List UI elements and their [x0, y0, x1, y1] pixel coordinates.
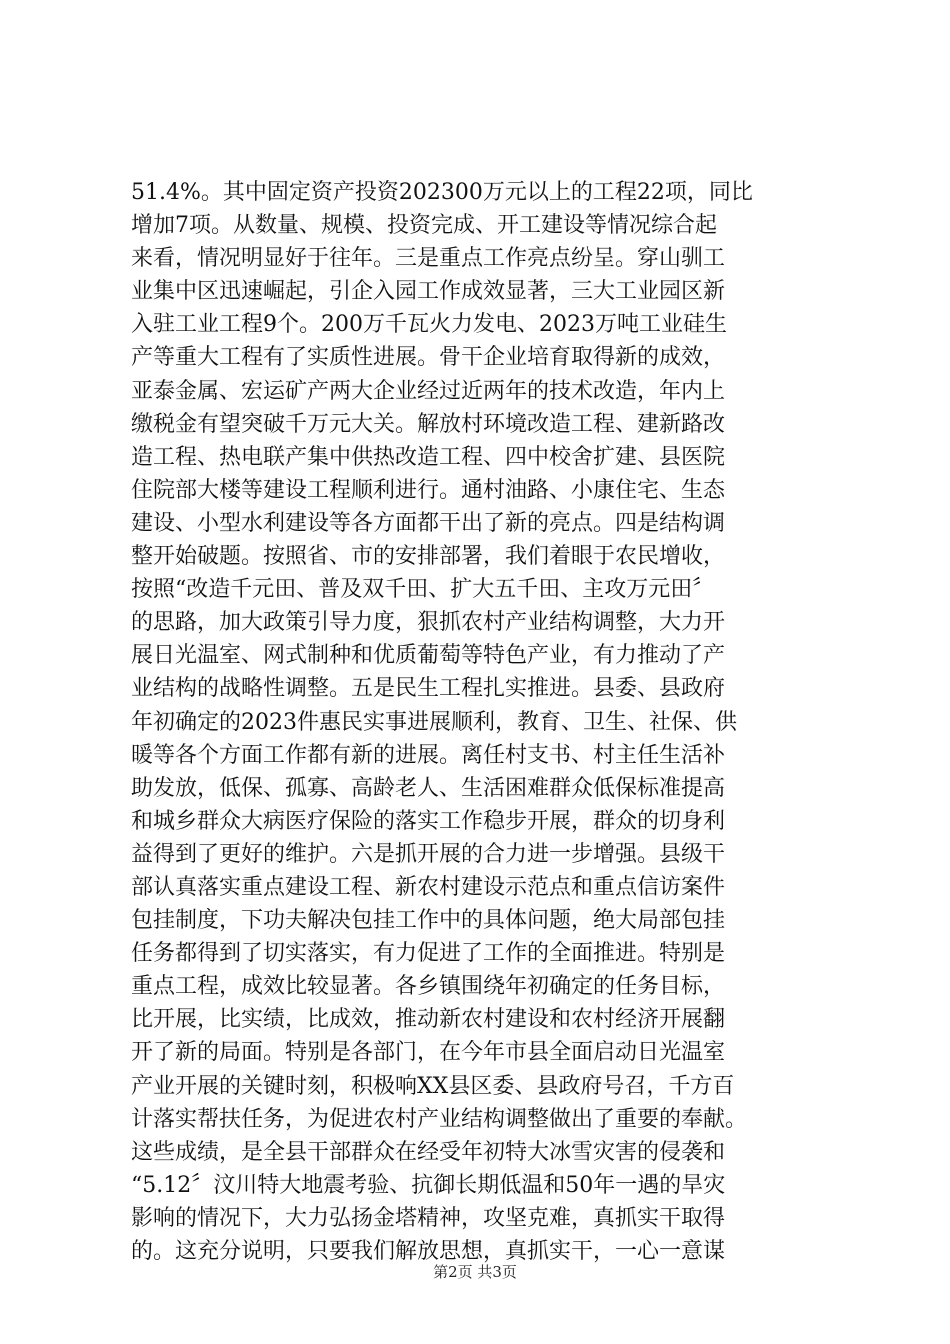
text-line: 入驻工业工程9个。200万千瓦火力发电、2023万吨工业硅生 [131, 312, 727, 338]
text-line: 产等重大工程有了实质性进展。骨干企业培育取得新的成效， [131, 345, 726, 371]
text-line: 整开始破题。按照省、市的安排部署，我们着眼于农民增收， [131, 544, 726, 570]
text-line: 增加7项。从数量、规模、投资完成、开工建设等情况综合起 [131, 213, 717, 239]
page-footer: 第2页 共3页 [433, 1263, 517, 1281]
text-line: 产业开展的关键时刻，积极响XX县区委、县政府号召，千方百 [131, 1073, 735, 1099]
text-line: 来看，情况明显好于往年。三是重点工作亮点纷呈。穿山驯工 [131, 246, 726, 272]
text-line: 年初确定的2023件惠民实事进展顺利，教育、卫生、社保、供 [131, 709, 737, 735]
text-line: 重点工程，成效比较显著。各乡镇围绕年初确定的任务目标， [131, 974, 726, 1000]
text-line: 益得到了更好的维护。六是抓开展的合力进一步增强。县级干 [131, 841, 726, 867]
text-line: 业结构的战略性调整。五是民生工程扎实推进。县委、县政府 [131, 676, 726, 702]
text-line: 助发放，低保、孤寡、高龄老人、生活困难群众低保标准提高 [131, 775, 726, 801]
text-line: 51.4%。其中固定资产投资202300万元以上的工程22项，同比 [131, 180, 753, 205]
text-line: 展日光温室、网式制种和优质葡萄等特色产业，有力推动了产 [131, 643, 726, 669]
text-line: 建设、小型水利建设等各方面都干出了新的亮点。四是结构调 [131, 510, 726, 536]
text-line: 任务都得到了切实落实，有力促进了工作的全面推进。特别是 [131, 941, 726, 967]
text-line: 影响的情况下，大力弘扬金塔精神，攻坚克难，真抓实干取得 [131, 1205, 726, 1231]
text-line: “5.12〞汶川特大地震考验、抗御长期低温和50年一遇的旱灾 [131, 1172, 726, 1198]
text-line: 这些成绩，是全县干部群众在经受年初特大冰雪灾害的侵袭和 [131, 1139, 726, 1165]
text-line: 计落实帮扶任务，为促进农村产业结构调整做出了重要的奉献。 [131, 1106, 748, 1132]
text-line: 的。这充分说明，只要我们解放思想，真抓实干，一心一意谋 [131, 1239, 726, 1264]
text-line: 开了新的局面。特别是各部门，在今年市县全面启动日光温室 [131, 1040, 726, 1066]
text-line: 造工程、热电联产集中供热改造工程、四中校舍扩建、县医院 [131, 444, 726, 470]
text-line: 业集中区迅速崛起，引企入园工作成效显著，三大工业园区新 [131, 279, 726, 305]
text-line: 部认真落实重点建设工程、新农村建设示范点和重点信访案件 [131, 874, 726, 900]
text-line: 比开展，比实绩，比成效，推动新农村建设和农村经济开展翻 [131, 1007, 726, 1033]
text-line: 住院部大楼等建设工程顺利进行。通村油路、小康住宅、生态 [131, 477, 726, 503]
text-line: 亚泰金属、宏运矿产两大企业经过近两年的技术改造，年内上 [131, 378, 726, 404]
text-line: 的思路，加大政策引导力度，狠抓农村产业结构调整，大力开 [131, 610, 726, 636]
text-line: 包挂制度，下功夫解决包挂工作中的具体问题，绝大局部包挂 [131, 908, 726, 934]
text-line: 按照“改造千元田、普及双千田、扩大五千田、主攻万元田〞 [131, 577, 715, 603]
text-line: 和城乡群众大病医疗保险的落实工作稳步开展，群众的切身利 [131, 808, 726, 834]
text-line: 缴税金有望突破千万元大关。解放村环境改造工程、建新路改 [131, 411, 726, 437]
body-text [131, 176, 836, 1268]
text-line: 暖等各个方面工作都有新的进展。离任村支书、村主任生活补 [131, 742, 726, 768]
